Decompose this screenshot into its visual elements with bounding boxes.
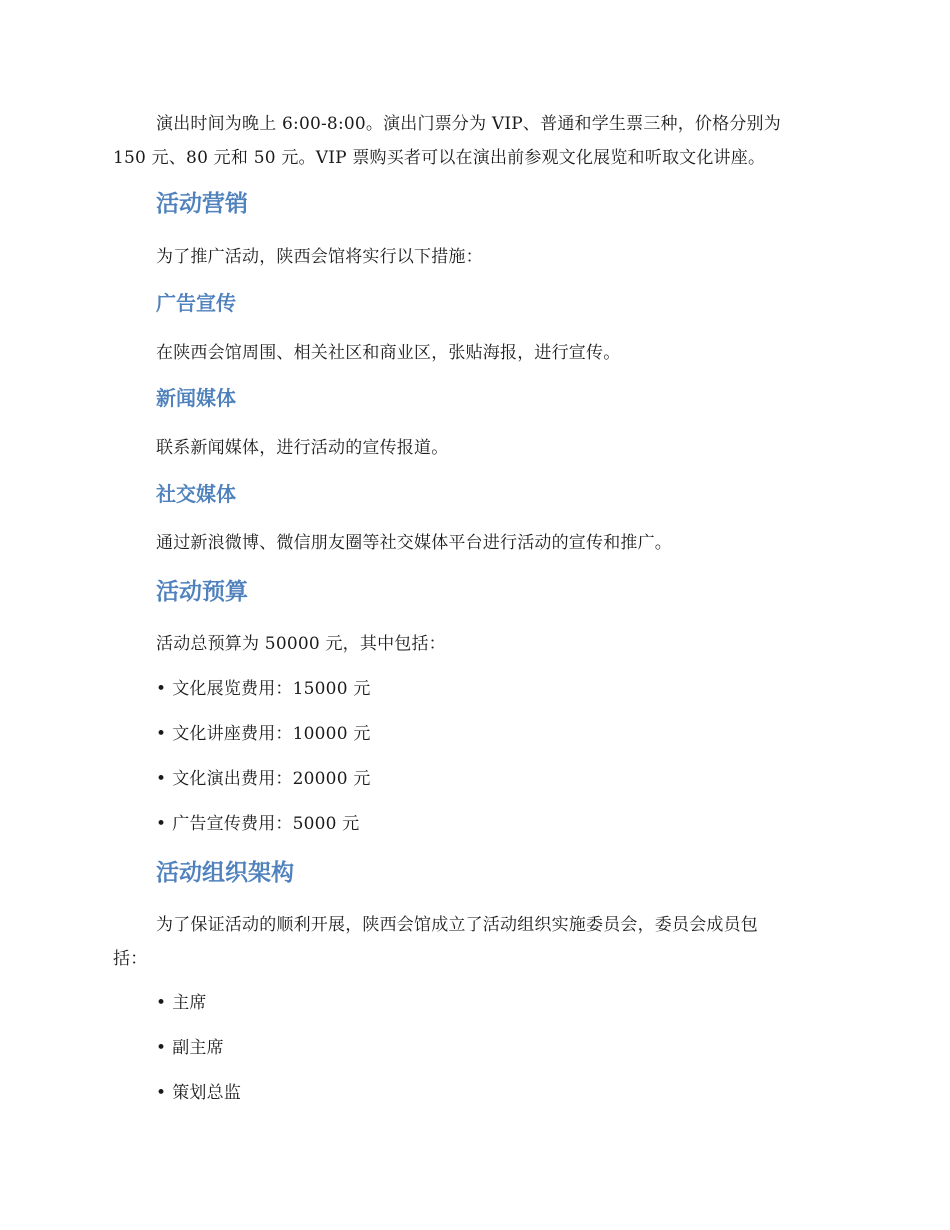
list-item xyxy=(156,1034,224,1062)
budget-item-text: 文化讲座费用：10000 元 xyxy=(172,724,371,744)
list-item xyxy=(156,810,360,838)
bullet-dot: • xyxy=(156,814,167,834)
subheading-news: 新闻媒体 xyxy=(156,386,236,410)
subheading-ads: 广告宣传 xyxy=(156,291,236,315)
list-item xyxy=(156,989,207,1017)
marketing-intro-paragraph xyxy=(113,240,813,274)
organization-intro-paragraph xyxy=(113,908,813,976)
section-heading-organization: 活动组织架构 xyxy=(156,860,294,886)
section-heading-marketing: 活动营销 xyxy=(156,191,248,217)
bullet-dot: • xyxy=(156,679,167,699)
news-paragraph xyxy=(113,431,813,465)
intro-line-2: 150 元、80 元和 50 元。VIP 票购买者可以在演出前参观文化展览和听取文化讲座。 xyxy=(113,148,766,168)
list-item xyxy=(156,765,371,793)
budget-intro-paragraph xyxy=(113,627,813,661)
budget-item-text: 文化展览费用：15000 元 xyxy=(172,679,371,699)
bullet-dot: • xyxy=(156,769,167,789)
bullet-dot: • xyxy=(156,1083,167,1103)
organization-intro-line-1: 为了保证活动的顺利开展，陕西会馆成立了活动组织实施委员会，委员会成员包 xyxy=(156,915,758,935)
member-item-text: 主席 xyxy=(172,993,207,1013)
section-heading-budget: 活动预算 xyxy=(156,579,248,605)
subheading-social: 社交媒体 xyxy=(156,482,236,506)
list-item xyxy=(156,1079,241,1107)
organization-intro-line-2: 括： xyxy=(113,949,148,969)
bullet-dot: • xyxy=(156,724,167,744)
news-text: 联系新闻媒体，进行活动的宣传报道。 xyxy=(156,438,449,458)
ads-paragraph xyxy=(113,336,813,370)
intro-line-1: 演出时间为晚上 6:00-8:00。演出门票分为 VIP、普通和学生票三种，价格分别为 xyxy=(156,114,781,134)
ads-text: 在陕西会馆周围、相关社区和商业区，张贴海报，进行宣传。 xyxy=(156,343,621,363)
bullet-dot: • xyxy=(156,993,167,1013)
list-item xyxy=(156,720,371,748)
intro-paragraph xyxy=(113,107,813,175)
bullet-dot: • xyxy=(156,1038,167,1058)
marketing-intro-text: 为了推广活动，陕西会馆将实行以下措施： xyxy=(156,247,483,267)
member-item-text: 策划总监 xyxy=(172,1083,242,1103)
budget-item-text: 文化演出费用：20000 元 xyxy=(172,769,371,789)
member-item-text: 副主席 xyxy=(172,1038,224,1058)
list-item xyxy=(156,675,371,703)
budget-item-text: 广告宣传费用：5000 元 xyxy=(172,814,360,834)
budget-intro-text: 活动总预算为 50000 元，其中包括： xyxy=(156,634,446,654)
social-paragraph xyxy=(113,526,813,560)
social-text: 通过新浪微博、微信朋友圈等社交媒体平台进行活动的宣传和推广。 xyxy=(156,533,672,553)
